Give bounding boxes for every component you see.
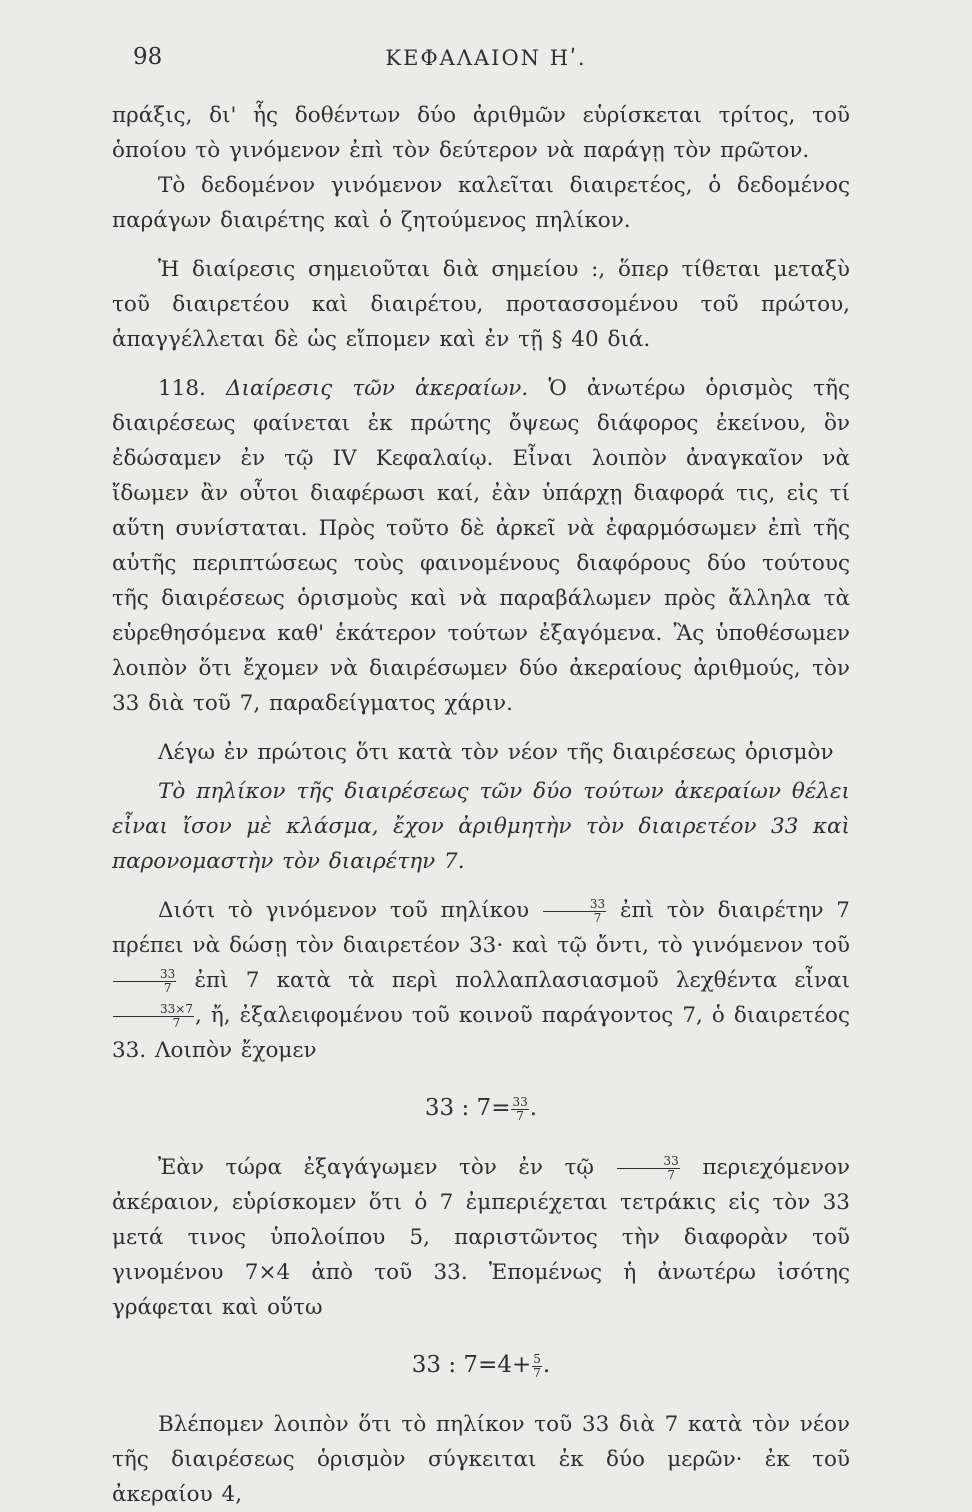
fraction-numerator: 33 xyxy=(617,1155,680,1169)
paragraph-lego: Λέγω ἐν πρώτοις ὅτι κατὰ τὸν νέον τῆς διαιρέσεως ὁρισμὸν xyxy=(158,740,834,765)
ean-text-1: Ἐὰν τώρα ἐξαγάγωμεν τὸν ἐν τῷ xyxy=(158,1155,594,1180)
ean-text-2: περιεχόμενον ἀκέραιον, εὑρίσκομεν ὅτι ὁ 7 ἐμπεριέχεται τετράκις εἰς τὸν 33 μετά τινος ὑπολοίπου 5, παριστῶντος τὴν διαφορὰν τοῦ γινομένου 7×4 ἀπὸ τοῦ 33. Ἐπομένως ἡ ἀνωτέρω ἰσότης γράφεται καὶ οὕτω xyxy=(112,1155,850,1320)
formula-end: . xyxy=(529,1095,538,1121)
formula-end: . xyxy=(542,1352,551,1378)
fraction-numerator: 33×7 xyxy=(113,1003,194,1017)
section-118 xyxy=(112,371,850,721)
fraction-33-7 xyxy=(543,898,606,925)
fraction-33-7-c xyxy=(511,1096,528,1123)
paragraph-last: Βλέπομεν λοιπὸν ὅτι τὸ πηλίκον τοῦ 33 διὰ 7 κατὰ τὸν νέον τῆς διαιρέσεως ὁρισμὸν σύγκειται ἐκ δύο μερῶν· ἐκ τοῦ ἀκεραίου 4, xyxy=(112,1412,850,1507)
paragraph-ean xyxy=(112,1150,850,1325)
page-number: 98 xyxy=(133,44,163,70)
dioti-text-2: ἐπὶ τὸν διαιρέτην 7 πρέπει νὰ δώσῃ τὸν διαιρετέον 33· καὶ τῷ ὄντι, τὸ γινόμενον τοῦ xyxy=(112,898,850,958)
fraction-numerator: 33 xyxy=(543,898,606,912)
paragraph-notation: Ἡ διαίρεσις σημειοῦται διὰ σημείου :, ὅπερ τίθεται μεταξὺ τοῦ διαιρετέου καὶ διαιρέτου, προτασσομένου τοῦ πρώτου, ἀπαγγέλλεται δὲ ὡς εἴπομεν καὶ ἐν τῇ § 40 διά. xyxy=(112,257,850,352)
formula-division-1 xyxy=(112,1088,850,1128)
page-header xyxy=(0,40,972,80)
paragraph-terms: Τὸ δεδομένον γινόμενον καλεῖται διαιρετέος, ὁ δεδομένος παράγων διαιρέτης καὶ ὁ ζητούμενος πηλίκον. xyxy=(112,173,850,233)
formula-left: 33 : 7= xyxy=(424,1095,511,1121)
fraction-denominator: 7 xyxy=(667,1167,675,1182)
fraction-5-7 xyxy=(532,1353,542,1380)
dioti-text-1: Διότι τὸ γινόμενον τοῦ πηλίκου xyxy=(158,898,530,923)
fraction-denominator: 7 xyxy=(172,1015,181,1030)
fraction-33-7-d xyxy=(617,1155,680,1182)
section-number: 118. xyxy=(158,376,206,401)
fraction-numerator: 33 xyxy=(113,968,176,982)
fraction-denominator: 7 xyxy=(593,910,602,925)
section-text: Ὁ ἀνωτέρω ὁρισμὸς τῆς διαιρέσεως φαίνεται ἐκ πρώτης ὄψεως διάφορος ἐκείνου, ὃν ἐδώσαμεν ἐν τῷ IV Κεφαλαίῳ. Εἶναι λοιπὸν ἀναγκαῖον νὰ ἴδωμεν ἂν οὗτοι διαφέρωσι καί, ἐὰν ὑπάρχῃ διαφορά τις, εἰς τί αὕτη συνίσταται. Πρὸς τοῦτο δὲ ἀρκεῖ νὰ ἐφαρμόσωμεν ἐπὶ τῆς αὐτῆς περιπτώσεως τοὺς φαινομένους διαφόρους δύο τούτους τῆς διαιρέσεως ὁρισμοὺς καὶ νὰ παραβάλωμεν πρὸς ἄλληλα τὰ εὑρεθησόμενα καθ' ἑκάτερον τούτων ἐξαγόμενα. Ἂς ὑποθέσωμεν λοιπὸν ὅτι ἔχομεν νὰ διαιρέσωμεν δύο ἀκεραίους ἀριθμούς, τὸν 33 διὰ τοῦ 7, παραδείγματος χάριν. xyxy=(112,376,850,716)
fraction-denominator: 7 xyxy=(533,1365,541,1380)
formula-left: 33 : 7=4+ xyxy=(411,1352,532,1378)
running-head: ΚΕΦΑΛΑΙΟΝ Ηʹ. xyxy=(385,46,587,70)
definition-italic: Τὸ πηλίκον τῆς διαιρέσεως τῶν δύο τούτων ἀκεραίων θέλει εἶναι ἴσον μὲ κλάσμα, ἔχον ἀριθμητὴν τὸν διαιρετέον 33 καὶ παρονομαστὴν τὸν διαιρέτην 7. xyxy=(112,779,850,874)
formula-division-2 xyxy=(112,1345,850,1385)
fraction-numerator: 5 xyxy=(533,1351,541,1366)
fraction-33-7-b xyxy=(113,968,176,995)
section-title: Διαίρεσις τῶν ἀκεραίων. xyxy=(226,376,529,401)
dioti-text-3: ἐπὶ 7 κατὰ τὰ περὶ πολλαπλασιασμοῦ λεχθέντα εἶναι xyxy=(194,968,850,993)
fraction-numerator: 33 xyxy=(512,1094,528,1109)
paragraph-continuation: πράξις, δι' ἧς δοθέντων δύο ἀριθμῶν εὑρίσκεται τρίτος, τοῦ ὁποίου τὸ γινόμενον ἐπὶ τὸν δεύτερον νὰ παράγῃ τὸν πρῶτον. xyxy=(112,103,850,163)
page-body xyxy=(112,98,850,1512)
fraction-denominator: 7 xyxy=(516,1108,524,1123)
fraction-33x7-7 xyxy=(113,1003,194,1030)
dioti-text-4: , ἤ, ἐξαλειφομένου τοῦ κοινοῦ παράγοντος 7, ὁ διαιρετέος 33. Λοιπὸν ἔχομεν xyxy=(112,1003,850,1063)
paragraph-dioti xyxy=(112,893,850,1068)
fraction-denominator: 7 xyxy=(163,980,172,995)
